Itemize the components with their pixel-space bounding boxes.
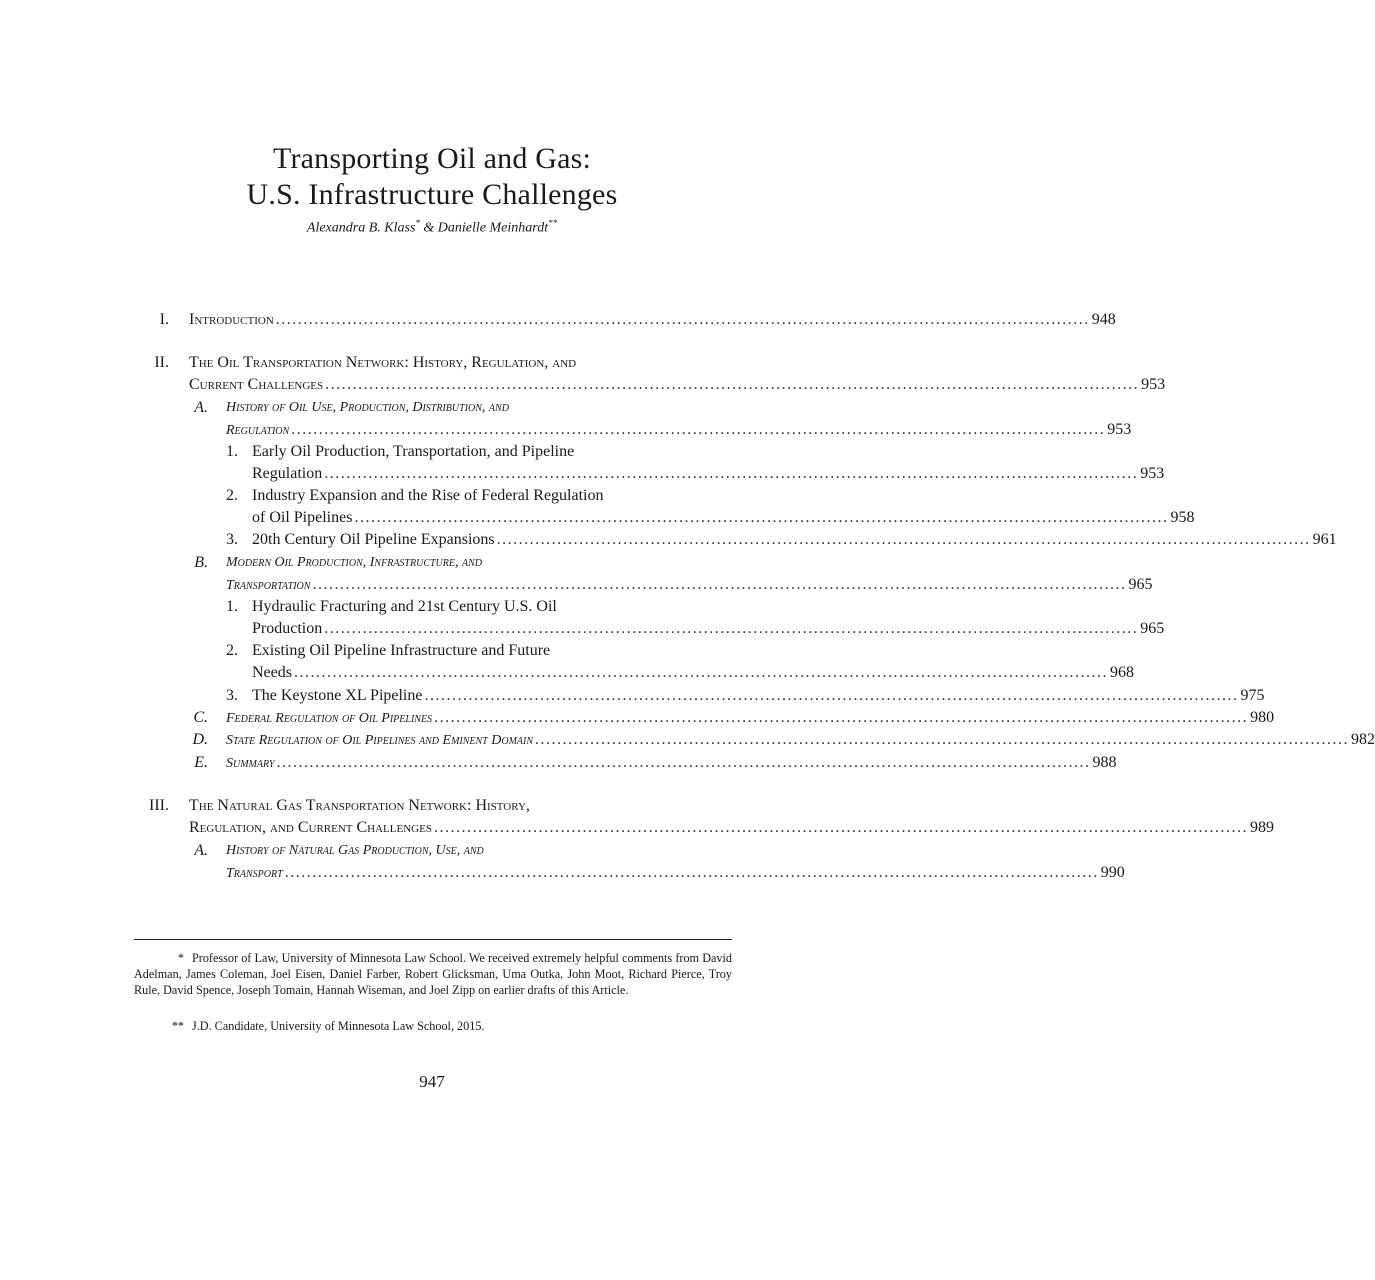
toc-text: Existing Oil Pipeline Infrastructure and Future bbox=[252, 642, 551, 659]
toc-text: Introduction bbox=[189, 311, 274, 328]
toc-entry-2e[interactable] bbox=[194, 752, 1117, 775]
toc-entry-2d[interactable] bbox=[192, 729, 1375, 752]
toc-number: B. bbox=[194, 554, 208, 571]
toc-entry-2a2-line-1[interactable] bbox=[226, 485, 691, 507]
footnote-divider bbox=[134, 939, 732, 940]
toc-number: 2. bbox=[226, 487, 238, 504]
toc-entry-2a-line-1[interactable] bbox=[194, 397, 691, 419]
author-2: Danielle Meinhardt bbox=[437, 220, 549, 236]
toc-text: The Oil Transportation Network: History, Regulation, and bbox=[189, 354, 577, 371]
toc-text: Transportation bbox=[226, 578, 311, 593]
toc-leader-dots: .................................................................................................................................................... bbox=[312, 576, 1127, 593]
toc-entry-3a-line-2[interactable] bbox=[226, 862, 1125, 885]
toc-text: Hydraulic Fracturing and 21st Century U.S. Oil bbox=[252, 598, 557, 615]
toc-leader-dots: .................................................................................................................................................... bbox=[324, 620, 1139, 637]
toc-leader-dots: .................................................................................................................................................... bbox=[284, 864, 1099, 881]
toc-text: Current Challenges bbox=[189, 376, 324, 393]
toc-entry-part-3-line-1[interactable] bbox=[149, 795, 691, 817]
toc-page-number: 965 bbox=[1140, 620, 1165, 637]
toc-leader-dots: .................................................................................................................................................... bbox=[535, 731, 1350, 748]
toc-text: Early Oil Production, Transportation, and Pipeline bbox=[252, 443, 575, 460]
toc-entry-2a3[interactable] bbox=[226, 529, 1337, 551]
toc-page-number: 961 bbox=[1312, 531, 1337, 548]
toc-entry-2a-line-2[interactable] bbox=[226, 419, 1132, 442]
toc-entry-2a1-line-1[interactable] bbox=[226, 441, 691, 463]
toc-text: The Natural Gas Transportation Network: History, bbox=[189, 797, 530, 814]
toc-leader-dots: .................................................................................................................................................... bbox=[293, 664, 1108, 681]
toc-leader-dots: .................................................................................................................................................... bbox=[354, 509, 1169, 526]
toc-entry-part-2-line-2[interactable] bbox=[189, 374, 1166, 396]
author-2-footnote-mark[interactable]: ** bbox=[548, 218, 558, 228]
toc-text: Modern Oil Production, Infrastructure, and bbox=[226, 555, 482, 570]
toc-entry-2a2-line-2[interactable] bbox=[252, 507, 1195, 529]
toc-number: 1. bbox=[226, 443, 238, 460]
toc-text: History of Oil Use, Production, Distribution, and bbox=[226, 400, 509, 415]
toc-entry-2b2-line-1[interactable] bbox=[226, 640, 691, 662]
toc-number: C. bbox=[193, 709, 208, 726]
toc-text: State Regulation of Oil Pipelines and Eminent Domain bbox=[226, 733, 534, 748]
toc-text: Federal Regulation of Oil Pipelines bbox=[226, 711, 433, 726]
toc-text: Industry Expansion and the Rise of Federal Regulation bbox=[252, 487, 604, 504]
toc-page-number: 988 bbox=[1092, 754, 1117, 771]
toc-page-number: 989 bbox=[1249, 819, 1274, 836]
toc-text: The Keystone XL Pipeline bbox=[252, 687, 423, 704]
author-1: Alexandra B. Klass bbox=[306, 220, 416, 236]
toc-page-number: 953 bbox=[1141, 376, 1166, 393]
toc-number: D. bbox=[192, 731, 208, 748]
toc-entry-2b-line-1[interactable] bbox=[194, 552, 691, 574]
article-title-line-2: U.S. Infrastructure Challenges bbox=[246, 178, 618, 211]
toc-number: E. bbox=[194, 754, 208, 771]
toc-number: III. bbox=[149, 797, 169, 814]
toc-entry-2b1-line-2[interactable] bbox=[252, 618, 1165, 640]
toc-page-number: 948 bbox=[1091, 311, 1116, 328]
toc-leader-dots: .................................................................................................................................................... bbox=[424, 687, 1239, 704]
footnote-mark: ** bbox=[171, 1019, 184, 1033]
toc-page-number: 968 bbox=[1109, 664, 1134, 681]
toc-leader-dots: .................................................................................................................................................... bbox=[434, 709, 1249, 726]
footnote-text: J.D. Candidate, University of Minnesota Law School, 2015. bbox=[192, 1019, 485, 1033]
toc-entry-2b1-line-1[interactable] bbox=[226, 596, 691, 618]
toc-leader-dots: .................................................................................................................................................... bbox=[291, 421, 1106, 438]
toc-page-number: 965 bbox=[1128, 576, 1153, 593]
toc-text: Regulation bbox=[226, 423, 290, 438]
toc-number: 3. bbox=[226, 687, 238, 704]
toc-number: A. bbox=[194, 399, 208, 416]
toc-number: II. bbox=[154, 354, 169, 371]
toc-entry-part-3-line-2[interactable] bbox=[189, 817, 1274, 839]
toc-entry-2b2-line-2[interactable] bbox=[252, 662, 1134, 684]
toc-text: Production bbox=[252, 620, 323, 637]
toc-entry-part-2-line-1[interactable] bbox=[154, 352, 691, 374]
toc-leader-dots: .................................................................................................................................................... bbox=[325, 376, 1140, 393]
author-1-footnote-mark[interactable]: * bbox=[415, 218, 420, 228]
toc-text: 20th Century Oil Pipeline Expansions bbox=[252, 531, 495, 548]
toc-entry-2b3[interactable] bbox=[226, 685, 1265, 707]
author-byline bbox=[0, 214, 864, 238]
toc-entry-3a-line-1[interactable] bbox=[194, 840, 691, 862]
footnote-1 bbox=[134, 950, 732, 998]
page-number: 947 bbox=[419, 1072, 445, 1091]
toc-page-number: 975 bbox=[1240, 687, 1265, 704]
toc-entry-2c[interactable] bbox=[193, 707, 1275, 730]
toc-number: I. bbox=[159, 311, 169, 328]
toc-text: History of Natural Gas Production, Use, and bbox=[226, 843, 484, 858]
toc-number: 1. bbox=[226, 598, 238, 615]
toc-text: Regulation bbox=[252, 465, 323, 482]
toc-leader-dots: .................................................................................................................................................... bbox=[324, 465, 1139, 482]
toc-number: 3. bbox=[226, 531, 238, 548]
toc-text: Transport bbox=[226, 866, 283, 881]
toc-leader-dots: .................................................................................................................................................... bbox=[496, 531, 1311, 548]
toc-page-number: 980 bbox=[1250, 709, 1275, 726]
toc-leader-dots: .................................................................................................................................................... bbox=[275, 311, 1090, 328]
toc-leader-dots: .................................................................................................................................................... bbox=[276, 754, 1091, 771]
footnote-2 bbox=[134, 1018, 732, 1034]
author-ampersand: & bbox=[423, 220, 435, 236]
toc-entry-2b-line-2[interactable] bbox=[226, 574, 1153, 597]
toc-page-number: 990 bbox=[1100, 864, 1125, 881]
toc-page-number: 982 bbox=[1351, 731, 1375, 748]
article-title-line-1: Transporting Oil and Gas: bbox=[272, 142, 592, 175]
toc-text: Summary bbox=[226, 756, 275, 771]
toc-number: 2. bbox=[226, 642, 238, 659]
footnote-mark: * bbox=[177, 951, 184, 965]
toc-page-number: 953 bbox=[1140, 465, 1165, 482]
toc-entry-introduction[interactable] bbox=[159, 309, 1116, 331]
toc-page-number: 953 bbox=[1107, 421, 1132, 438]
footnote-text: Professor of Law, University of Minnesota Law School. We received extremely helpful comments from David Adelman, James Coleman, Joel Eisen, Daniel Farber, Robert Glicksman, Uma Outka, John Moot, Richard Pierce, Troy Rule, David Spence, Joseph Tomain, Hannah Wiseman, and Joel Zipp on earlier drafts of this Article. bbox=[134, 951, 732, 997]
toc-page-number: 958 bbox=[1170, 509, 1195, 526]
toc-number: A. bbox=[194, 842, 208, 859]
toc-text: Needs bbox=[252, 664, 292, 681]
toc-text: of Oil Pipelines bbox=[252, 509, 353, 526]
toc-leader-dots: .................................................................................................................................................... bbox=[433, 819, 1248, 836]
toc-text: Regulation, and Current Challenges bbox=[189, 819, 432, 836]
toc-entry-2a1-line-2[interactable] bbox=[252, 463, 1165, 485]
